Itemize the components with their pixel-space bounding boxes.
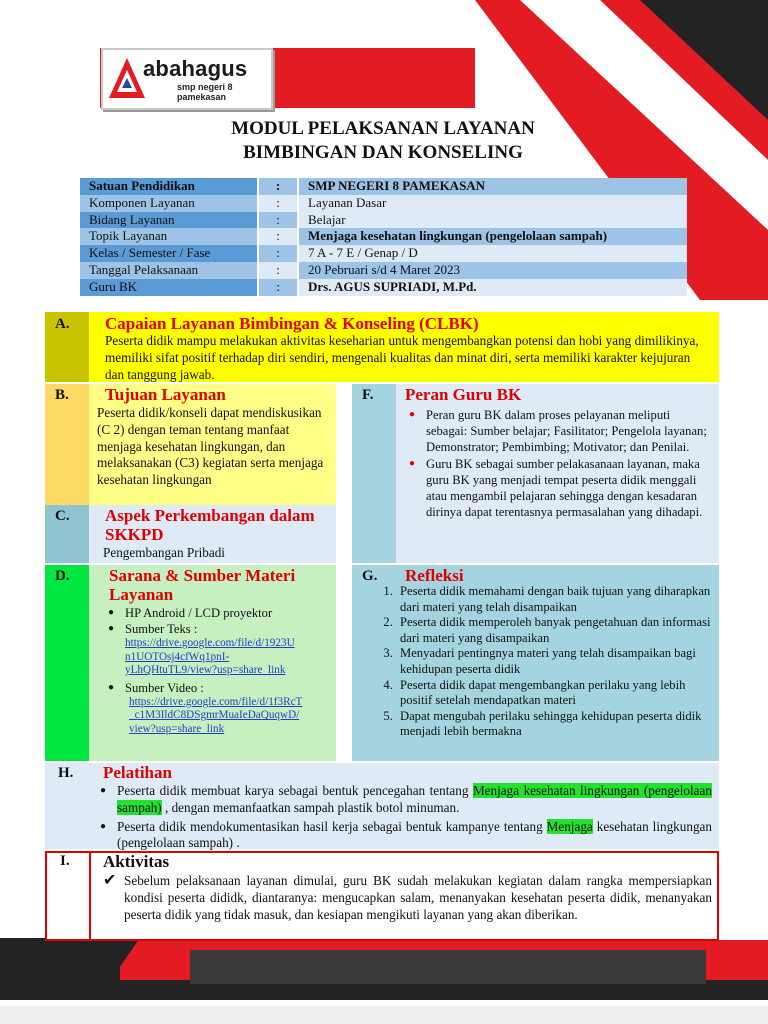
section-h-text: kesehatan lingkungan (pengelolaan sampah) . [117, 818, 712, 851]
section-g-item: 4. Peserta didik dapat mengembangkan perilaku yang lebih positif setelah mendapatkan materi [396, 678, 712, 709]
section-h-item [97, 783, 712, 817]
section-h-text: Peserta didik mendokumentasikan hasil kerja sebagai bentuk kampanye tentang [117, 818, 547, 834]
section-i-divider [89, 851, 91, 941]
section-d-letter: D. [55, 568, 70, 584]
section-g-letter: G. [362, 568, 378, 584]
info-label: Tanggal Pelaksanaan [80, 262, 257, 279]
info-row [80, 262, 687, 279]
section-a-heading: Capaian Layanan Bimbingan & Konseling (CLBK) [105, 314, 479, 333]
info-label: Komponen Layanan [80, 195, 257, 212]
section-d-item-label: Sumber Video : [125, 680, 204, 695]
section-g-item: 2. Peserta didik memperoleh banyak pengetahuan dan informasi dari materi yang disampaikan [396, 615, 712, 646]
logo-brand: abahagus [143, 56, 248, 81]
section-c-body: Pengembangan Pribadi [103, 545, 225, 560]
section-a-letter: A. [55, 316, 70, 332]
section-i-body: Sebelum pelaksanaan layanan dimulai, guru BK sudah melakukan kegiatan dalam rangka mempersiapkan kondisi peserta dididk, diantaranya: mengucapkan salam, menanyakan kesehatan peserta didik, menanyakan peserta didik yang tidak masuk, dan kesiapan mengikuti layanan yang akan diberikan. [124, 873, 712, 922]
section-b-body: Peserta didik/konseli dapat mendiskusikan (C 2) dengan teman tentang manfaat menjaga kesehatan lingkungan, dan melaksanakan (C3) kegiatan serta menjaga kesehatan lingkungan [97, 405, 324, 488]
section-i-heading: Aktivitas [103, 852, 170, 871]
checkmark-icon: ✔ [103, 872, 117, 889]
section-h-list [97, 783, 712, 852]
logo-line-2: pamekasan [177, 92, 227, 102]
grey-strip-bottom [0, 1006, 768, 1024]
section-b-heading: Tujuan Layanan [105, 385, 226, 404]
section-g-list [370, 584, 712, 740]
section-f-item: ● Peran guru BK dalam proses pelayanan meliputi sebagai: Sumber belajar; Fasilitator; Pengelola layanan; Demonstrator; Pembimbing; Motivator; dan Penilai. [406, 407, 710, 455]
section-h-item [97, 819, 712, 853]
title-line-1: MODUL PELAKSANAN LAYANAN [231, 118, 535, 139]
logo-line-1: smp negeri 8 [177, 82, 233, 92]
info-sep: : [259, 245, 297, 262]
section-g-item: 3. Menyadari pentingnya materi yang telah disampaikan bagi kehidupan peserta didik [396, 646, 712, 677]
source-video-link[interactable] [129, 696, 302, 735]
info-label: Bidang Layanan [80, 212, 257, 229]
info-sep: : [259, 212, 297, 229]
link-part: https://drive.google.com/file/d/1923U [125, 637, 295, 649]
section-h-highlight: Menjaga [546, 818, 593, 834]
section-d-item [105, 621, 337, 637]
link-part: view?usp=share_link [129, 722, 225, 735]
info-row [80, 245, 687, 262]
info-row [80, 228, 687, 245]
section-b-letter: B. [55, 387, 69, 403]
link-part: yLhQHtuTL9/view?usp=share_link [125, 664, 286, 677]
info-sep: : [259, 262, 297, 279]
section-f-heading: Peran Guru BK [405, 385, 522, 404]
link-part: n1UOTOsj4cfWq1pnI- [125, 650, 230, 663]
info-value: Drs. AGUS SUPRIADI, M.Pd. [299, 279, 687, 296]
section-d-item: ● HP Android / LCD proyektor [105, 605, 337, 621]
section-h-highlight: Menjaga kesehatan lingkungan (pengelolaan sampah) [117, 783, 712, 815]
section-g-item: 1. Peserta didik memahami dengan baik tujuan yang diharapkan dari materi yang telah disampaikan [396, 584, 712, 615]
section-f-item: ● Guru BK sebagai sumber pelakasanaan layanan, maka guru BK yang menjadi tempat peserta didik menggali atau mengambil pelajaran sehingga dengan kesadaran dirinya dapat terentasnya permasalahan yang dihadapi. [406, 456, 710, 520]
section-c-letter: C. [55, 508, 70, 524]
section-g-heading: Refleksi [405, 566, 464, 585]
section-d-heading-2: Layanan [109, 585, 174, 604]
title-line-2: BIMBINGAN DAN KONSELING [243, 142, 523, 163]
section-f-letter-cell [352, 384, 396, 563]
link-part: https://drive.google.com/file/d/1f3RcT [129, 695, 303, 708]
section-d-item-label: Sumber Teks : [125, 622, 198, 636]
section-c-heading-2: SKKPD [105, 525, 164, 544]
info-sep: : [259, 195, 297, 212]
section-d-item [105, 680, 337, 696]
section-f-list [406, 407, 710, 520]
info-sep: : [259, 178, 297, 195]
info-row [80, 279, 687, 296]
info-table [80, 178, 687, 296]
info-value: Layanan Dasar [299, 195, 687, 212]
info-row [80, 178, 687, 195]
section-h-heading: Pelatihan [103, 763, 172, 782]
section-g-item: 5. Dapat mengubah perilaku sehingga kehidupan peserta didik menjadi lebih bermakna [396, 709, 712, 740]
info-value: 20 Pebruari s/d 4 Maret 2023 [299, 262, 687, 279]
dark-strip-bottom-center [190, 950, 706, 984]
section-f-letter: F. [362, 387, 374, 403]
section-h-letter: H. [58, 765, 74, 781]
info-sep: : [259, 228, 297, 245]
info-sep: : [259, 279, 297, 296]
section-c-heading-1: Aspek Perkembangan dalam [105, 506, 315, 525]
info-value: 7 A - 7 E / Genap / D [299, 245, 687, 262]
section-i-letter: I. [60, 853, 70, 869]
info-label: Kelas / Semester / Fase [80, 245, 257, 262]
logo-triangle-icon [107, 56, 147, 102]
info-row [80, 195, 687, 212]
section-d-letter-cell [45, 565, 89, 761]
section-h-text: Peserta didik membuat karya sebagai bentuk pencegahan tentang [117, 783, 473, 798]
info-row [80, 212, 687, 229]
school-logo [101, 48, 273, 110]
red-wedge-top-right-2 [440, 48, 475, 108]
section-d-heading-1: Sarana & Sumber Materi [109, 566, 296, 585]
section-h-text: , dengan memanfaatkan sampah plastik botol minuman. [161, 799, 460, 815]
section-a-body: Peserta didik mampu melakukan aktivitas keseharian untuk mengembangkan potensi dan hobi yang dimilikinya, memiliki sifat positif terhadap diri sendiri, mengenali kualitas dan minat diri, serta memiliki karakter kejujuran dan tanggung jawab. [105, 333, 699, 382]
info-label: Satuan Pendidikan [80, 178, 257, 195]
info-value: Menjaga kesehatan lingkungan (pengelolaan sampah) [299, 228, 687, 245]
info-label: Guru BK [80, 279, 257, 296]
info-value: SMP NEGERI 8 PAMEKASAN [299, 178, 687, 195]
link-part: _c1M3IldC8DSgmrMuaIeDaQuqwD/ [129, 709, 300, 722]
info-label: Topik Layanan [80, 228, 257, 245]
section-d-list [105, 605, 337, 737]
info-value: Belajar [299, 212, 687, 229]
source-text-link[interactable] [125, 637, 295, 676]
